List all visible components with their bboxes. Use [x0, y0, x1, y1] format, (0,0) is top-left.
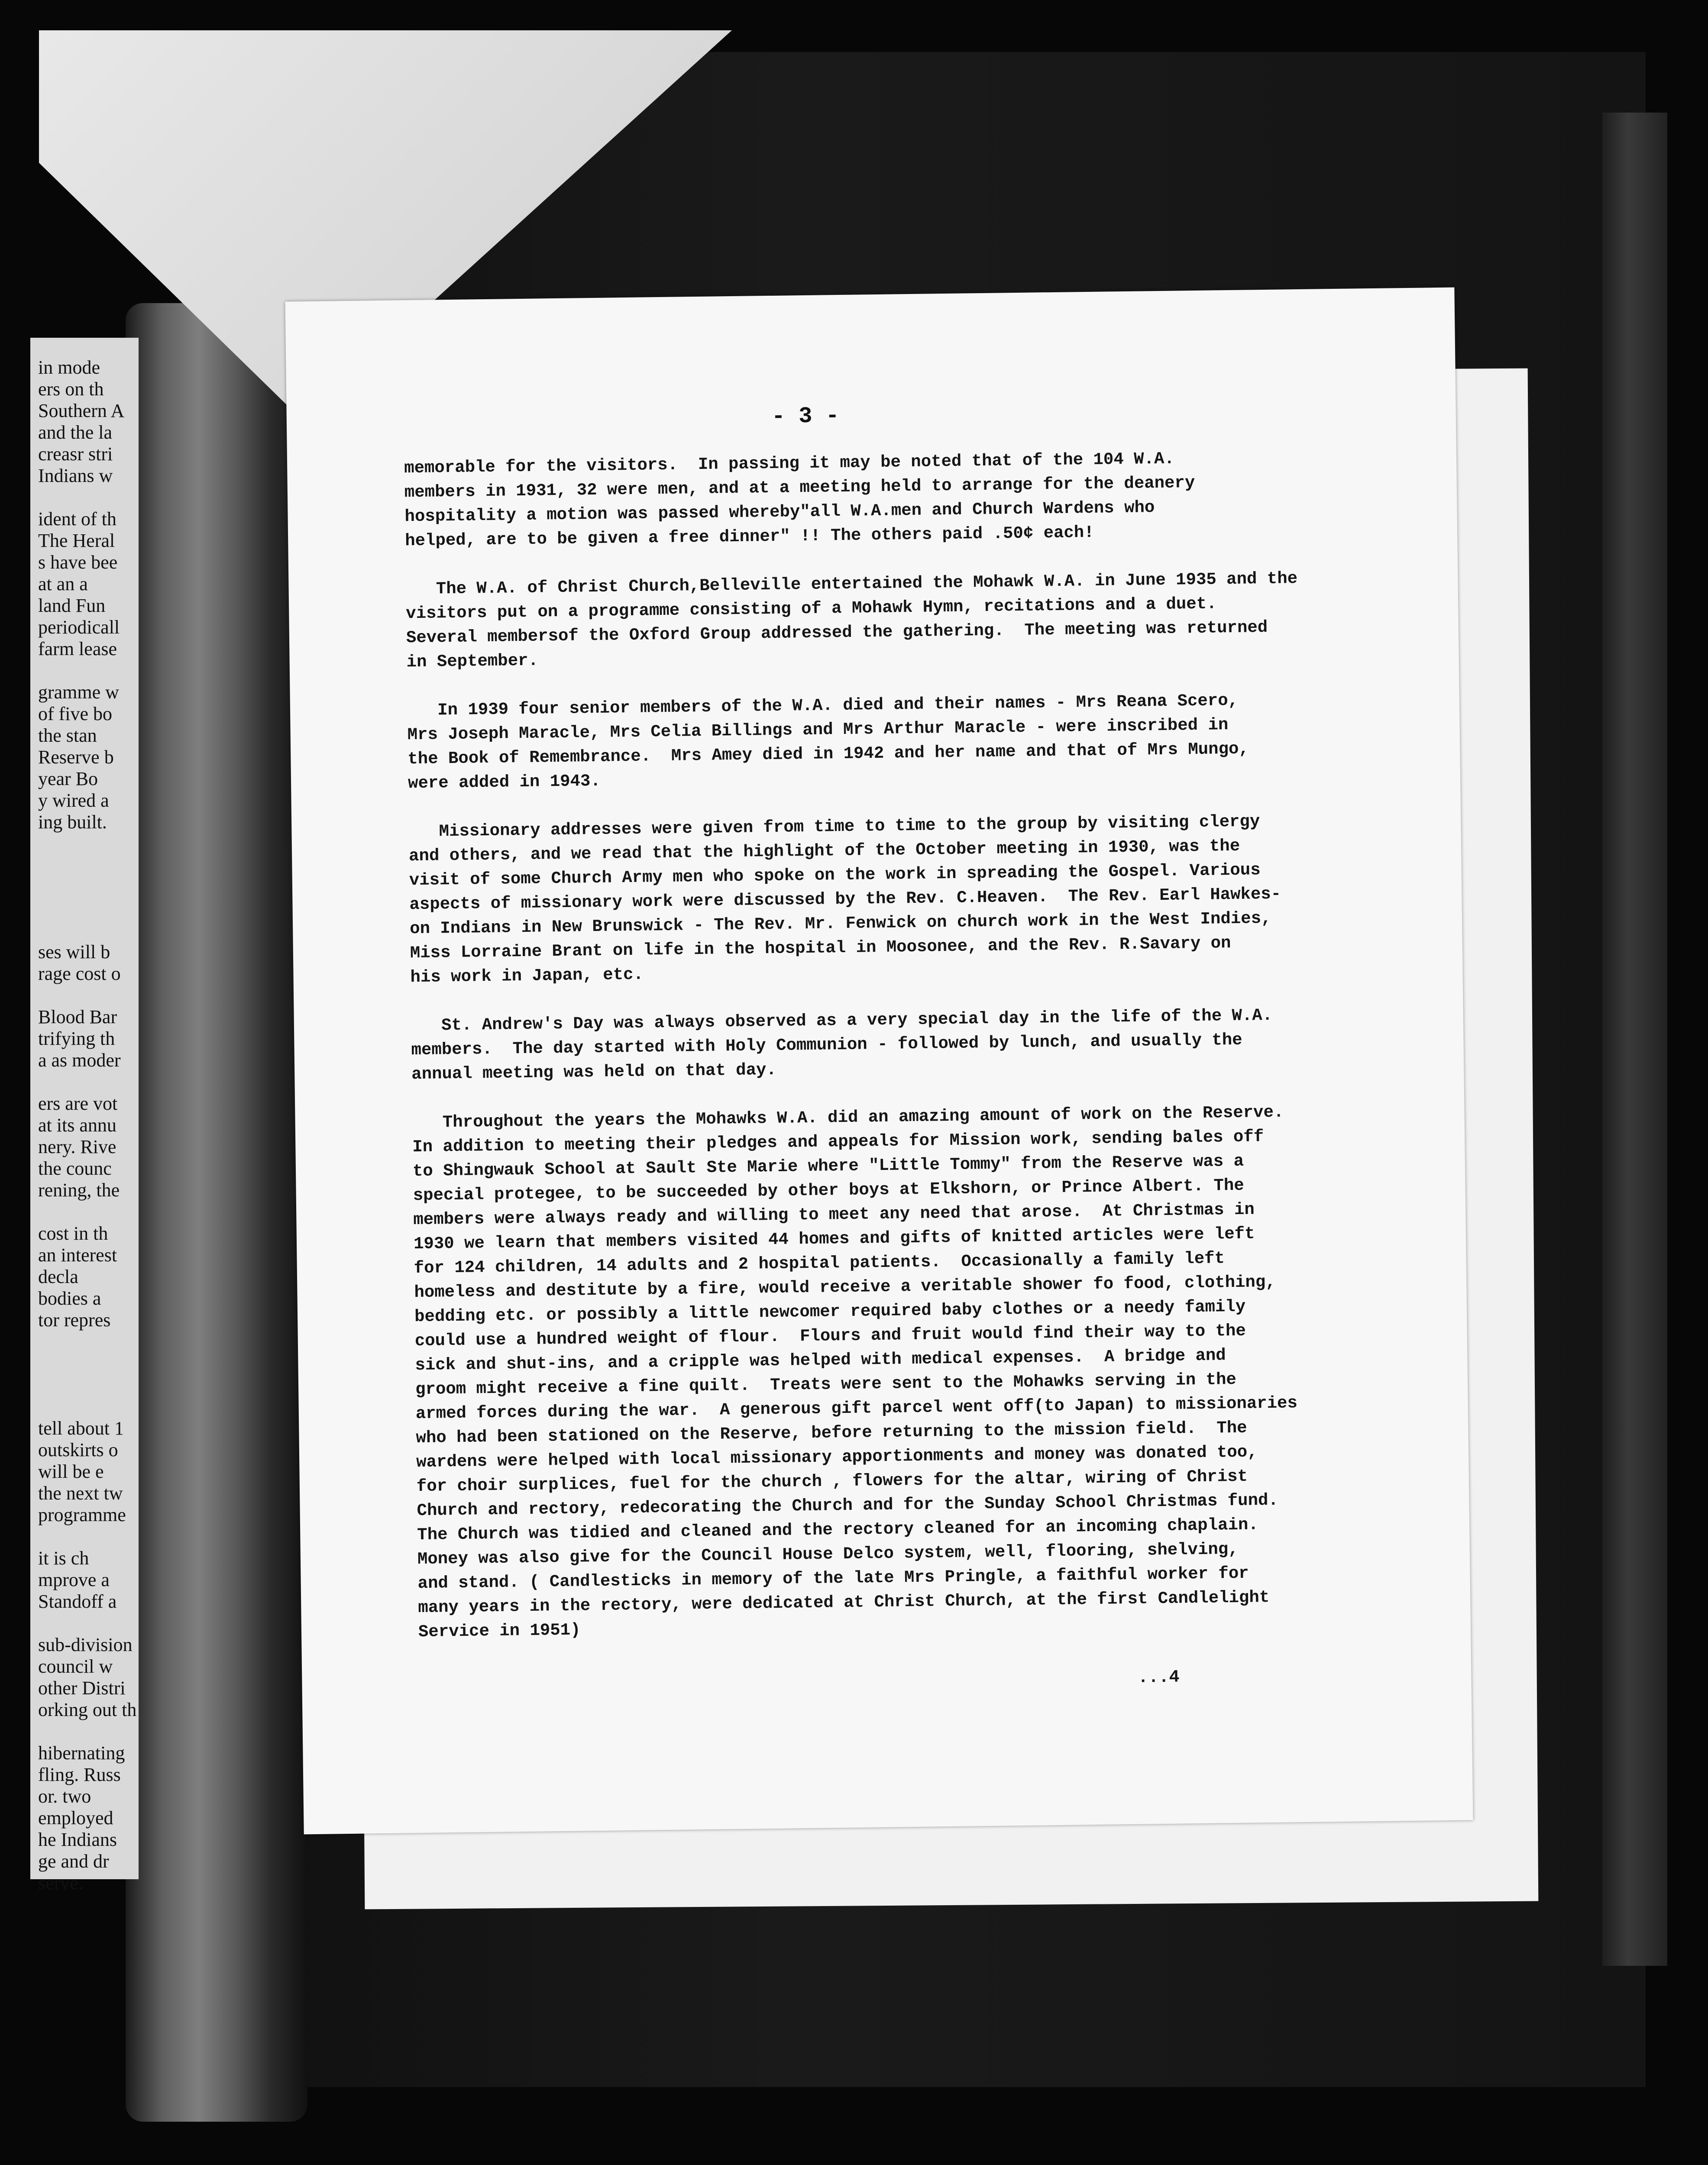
text-line: members. The day started with Holy Communion - followed by lunch, and usually the: [411, 1030, 1242, 1060]
clipping-line: trifying th: [38, 1028, 115, 1049]
typed-document-page: [285, 288, 1473, 1835]
clipping-line: programme: [38, 1504, 126, 1525]
text-line: the Book of Remembrance. Mrs Amey died in 1942 and her name and that of Mrs Mungo,: [408, 739, 1249, 769]
text-line: The Church was tidied and cleaned and the rectory cleaned for an incoming chaplain.: [417, 1515, 1258, 1545]
clipping-line: Indians w: [38, 465, 113, 486]
paragraph: [407, 686, 1413, 795]
clipping-line: tell about 1: [38, 1418, 124, 1439]
clipping-line: ers are vot: [38, 1093, 118, 1114]
text-line: his work in Japan, etc.: [410, 965, 644, 987]
clipping-line: orking out th: [38, 1699, 137, 1720]
text-line: In 1939 four senior members of the W.A. died and their names - Mrs Reana Scero,: [407, 691, 1239, 721]
text-line: sick and shut-ins, and a cripple was helped with medical expenses. A bridge and: [415, 1346, 1226, 1375]
text-line: were added in 1943.: [408, 771, 601, 793]
continuation-marker: ...4: [1138, 1667, 1180, 1688]
clipping-line: a as moder: [38, 1050, 121, 1071]
newspaper-clipping: [30, 338, 139, 1894]
clipping-line: ing built.: [38, 811, 107, 833]
clipping-line: the counc: [38, 1158, 112, 1179]
page-number: - 3 -: [771, 403, 840, 430]
clipping-line: rage cost o: [38, 963, 121, 984]
text-line: for 124 children, 14 adults and 2 hospital patients. Occasionally a family left: [414, 1249, 1225, 1278]
paragraph: [404, 444, 1410, 553]
text-line: members in 1931, 32 were men, and at a meeting held to arrange for the deanery: [404, 473, 1195, 502]
text-line: Church and rectory, redecorating the Church and for the Sunday School Christmas fund.: [417, 1490, 1279, 1521]
clipping-line: Blood Bar: [38, 1006, 117, 1028]
text-line: Money was also give for the Council House Delco system, well, flooring, shelving,: [417, 1539, 1239, 1569]
clipping-line: other Distri: [38, 1677, 126, 1699]
clipping-line: and the la: [38, 422, 113, 443]
clipping-line: he Indians: [38, 1829, 117, 1850]
text-line: bedding etc. or possibly a little newcomer required baby clothes or a needy family: [414, 1297, 1246, 1327]
text-line: to Shingwauk School at Sault Ste Marie where "Little Tommy" from the Reserve was a: [412, 1151, 1244, 1181]
text-line: many years in the rectory, were dedicated at Christ Church, at the first Candlelight: [418, 1588, 1270, 1618]
text-line: who had been stationed on the Reserve, before returning to the mission field. The: [416, 1418, 1247, 1448]
clipping-line: of five bo: [38, 703, 113, 724]
text-line: memorable for the visitors. In passing it may be noted that of the 104 W.A.: [404, 449, 1175, 478]
clipping-line: an interest: [38, 1244, 117, 1266]
paragraph: [408, 808, 1415, 989]
clipping-line: in mode: [38, 357, 100, 378]
clipping-line: mprove a: [38, 1569, 110, 1590]
text-line: Throughout the years the Mohawks W.A. did an amazing amount of work on the Reserve.: [412, 1102, 1284, 1133]
clipping-line: s have bee: [38, 552, 118, 573]
clipping-line: will be e: [38, 1461, 104, 1482]
clipping-line: cost in th: [38, 1223, 108, 1244]
text-line: Service in 1951): [418, 1620, 581, 1642]
clipping-line: council w: [38, 1656, 113, 1677]
clipping-line: rening, the: [38, 1179, 120, 1201]
clipping-line: Reserve b: [38, 746, 114, 768]
clipping-line: periodicall: [38, 617, 120, 638]
clipping-line: decla: [38, 1266, 78, 1287]
text-line: members were always ready and willing to meet any need that arose. At Christmas in: [413, 1200, 1255, 1230]
text-line: wardens were helped with local missionary apportionments and money was donated too,: [416, 1442, 1258, 1472]
clipping-line: bodies a: [38, 1288, 101, 1309]
clipping-line: employed: [38, 1807, 113, 1829]
clipping-line: year Bo: [38, 768, 98, 789]
text-line: for choir surplices, fuel for the church , flowers for the altar, wiring of Christ: [416, 1467, 1248, 1496]
text-line: Mrs Joseph Maracle, Mrs Celia Billings and Mrs Arthur Maracle - were inscribed in: [407, 715, 1229, 745]
paragraph: [405, 565, 1411, 674]
clipping-line: at an a: [38, 573, 88, 595]
text-line: helped, are to be given a free dinner" !! The others paid .50¢ each!: [404, 523, 1094, 551]
clipping-line: or. two: [38, 1786, 91, 1807]
clipping-line: The Heral: [38, 530, 115, 551]
text-line: The W.A. of Christ Church,Belleville entertained the Mohawk W.A. in June 1935 and the: [405, 569, 1298, 599]
clipping-line: the next tw: [38, 1483, 123, 1504]
text-line: In addition to meeting their pledges and appeals for Mission work, sending bales off: [412, 1127, 1264, 1157]
clipping-line: at its annu: [38, 1115, 116, 1136]
text-line: homeless and destitute by a fire, would receive a veritable shower fo food, clothing,: [414, 1272, 1276, 1302]
text-line: St. Andrew's Day was always observed as a very special day in the life of the W.A.: [411, 1005, 1273, 1036]
clipping-line: land Fun: [38, 595, 106, 616]
text-line: on Indians in New Brunswick - The Rev. Mr. Fenwick on church work in the West Indies,: [409, 908, 1271, 939]
clipping-line: sub-division: [38, 1634, 133, 1655]
clipping-line: hibernating: [38, 1742, 125, 1764]
text-line: in September.: [406, 651, 539, 672]
clipping-line: farm lease: [38, 638, 117, 659]
clipping-line: Southern A: [38, 400, 125, 421]
text-line: Several membersof the Oxford Group addressed the gathering. The meeting was returned: [406, 617, 1268, 648]
clipping-line: tor repres: [38, 1309, 111, 1331]
clipping-line: serve.: [38, 1872, 83, 1894]
clipping-line: ses will b: [38, 941, 110, 963]
text-line: special protegee, to be succeeded by other boys at Elkshorn, or Prince Albert. The: [413, 1176, 1244, 1205]
clipping-line: Standoff a: [38, 1591, 117, 1612]
paragraph: [411, 1002, 1417, 1086]
clipping-line: ge and dr: [38, 1851, 109, 1872]
page-stack-edge: [1602, 113, 1667, 1966]
text-line: visitors put on a programme consisting of a Mohawk Hymn, recitations and a duet.: [406, 594, 1217, 624]
clipping-line: y wired a: [38, 790, 109, 811]
text-line: groom might receive a fine quilt. Treats were sent to the Mohawks serving in the: [415, 1370, 1237, 1399]
document-body: [404, 444, 1423, 1668]
clipping-line: it is ch: [38, 1548, 89, 1569]
text-line: Miss Lorraine Brant on life in the hospital in Moosonee, and the Rev. R.Savary on: [410, 934, 1231, 963]
clipping-line: the stan: [38, 725, 97, 746]
binder-spine: [126, 303, 307, 2122]
text-line: Missionary addresses were given from time to time to the group by visiting clergy: [408, 812, 1260, 842]
text-line: and others, and we read that the highlight of the October meeting in 1930, was the: [408, 836, 1240, 866]
text-line: and stand. ( Candlesticks in memory of the late Mrs Pringle, a faithful worker for: [417, 1564, 1249, 1593]
text-line: aspects of missionary work were discussed by the Rev. C.Heaven. The Rev. Earl Hawkes-: [409, 884, 1281, 914]
clipping-line: fling. Russ: [38, 1764, 121, 1785]
clipping-line: ers on th: [38, 378, 104, 400]
text-line: annual meeting was held on that day.: [411, 1060, 777, 1084]
text-line: 1930 we learn that members visited 44 homes and gifts of knitted articles were left: [413, 1224, 1255, 1254]
clipping-line: outskirts o: [38, 1439, 118, 1461]
paragraph: [412, 1099, 1423, 1644]
clipping-line: ident of th: [38, 508, 116, 530]
clipping-line: nery. Rive: [38, 1136, 116, 1157]
text-line: visit of some Church Army men who spoke on the work in spreading the Gospel. Various: [409, 860, 1261, 890]
clipping-line: gramme w: [38, 682, 119, 703]
clipping-line: creasr stri: [38, 443, 113, 465]
text-line: hospitality a motion was passed whereby"all W.A.men and Church Wardens who: [404, 498, 1155, 527]
text-line: armed forces during the war. A generous gift parcel went off(to Japan) to missionaries: [415, 1393, 1298, 1424]
text-line: could use a hundred weight of flour. Flours and fruit would find their way to the: [414, 1321, 1246, 1351]
